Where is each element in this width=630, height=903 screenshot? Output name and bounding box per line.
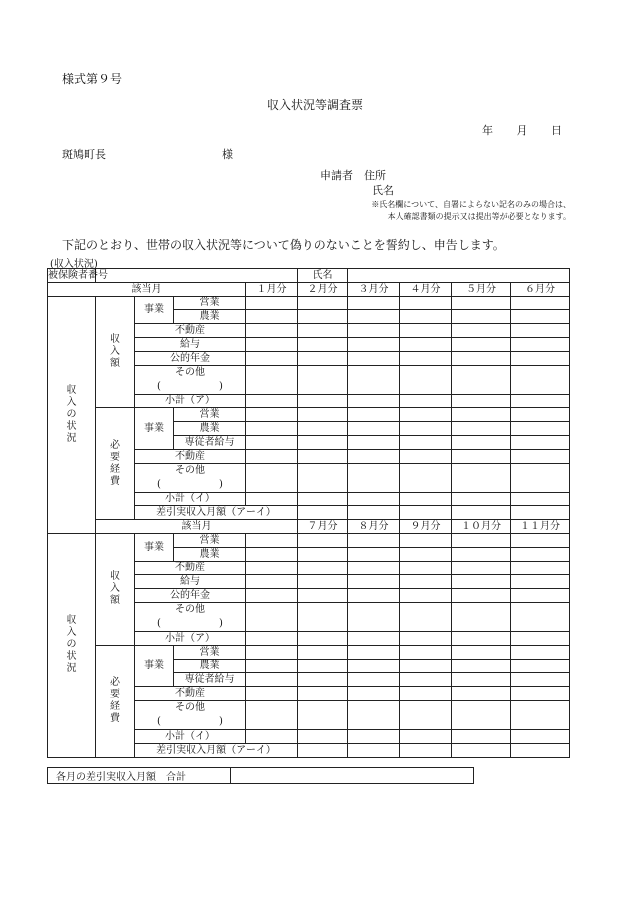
income-commerce-cell[interactable] bbox=[400, 296, 452, 310]
commerce-label: 営業 bbox=[174, 408, 246, 422]
expense-commerce-cell[interactable] bbox=[511, 408, 570, 422]
income-agriculture-cell[interactable] bbox=[348, 310, 400, 324]
income-salary-cell[interactable] bbox=[511, 575, 570, 589]
expense-other-cell[interactable] bbox=[246, 700, 298, 729]
expense-commerce-cell[interactable] bbox=[298, 408, 348, 422]
real-estate-label: 不動産 bbox=[135, 687, 246, 701]
income-subtotal-cell[interactable] bbox=[298, 394, 348, 408]
month-header-label: 該当月 bbox=[96, 520, 298, 534]
expense-commerce-cell[interactable] bbox=[511, 645, 570, 659]
applicant-name-label: 氏名 bbox=[372, 184, 394, 197]
expense-other-cell[interactable] bbox=[400, 463, 452, 492]
expense-other-cell[interactable] bbox=[298, 700, 348, 729]
month-header-row bbox=[48, 520, 570, 534]
income-subtotal-cell[interactable] bbox=[400, 631, 452, 645]
net-income-cell[interactable] bbox=[452, 506, 511, 520]
expense-real-estate-cell[interactable] bbox=[452, 687, 511, 701]
insured-row bbox=[48, 269, 570, 283]
expense-commerce-cell[interactable] bbox=[348, 408, 400, 422]
expense-family-salary-cell[interactable] bbox=[511, 435, 570, 449]
income-agriculture-cell[interactable] bbox=[452, 547, 511, 561]
income-real-estate-cell[interactable] bbox=[511, 561, 570, 575]
expense-other-cell[interactable] bbox=[246, 463, 298, 492]
vertical-char: 入 bbox=[66, 627, 77, 639]
income-subtotal-cell[interactable] bbox=[511, 631, 570, 645]
income-subtotal-cell[interactable] bbox=[246, 394, 298, 408]
expense-commerce-cell[interactable] bbox=[400, 408, 452, 422]
net-income-cell[interactable] bbox=[452, 743, 511, 757]
month-header-label: 該当月 bbox=[48, 282, 246, 296]
total-row bbox=[48, 768, 474, 784]
expense-commerce-cell[interactable] bbox=[452, 408, 511, 422]
net-income-cell[interactable] bbox=[348, 506, 400, 520]
vertical-char: 状 bbox=[66, 651, 77, 663]
income-subtotal-cell[interactable] bbox=[452, 394, 511, 408]
income-salary-cell[interactable] bbox=[298, 575, 348, 589]
income-salary-cell[interactable] bbox=[452, 337, 511, 351]
other-expense-label bbox=[135, 463, 246, 492]
income-salary-cell[interactable] bbox=[348, 575, 400, 589]
income-commerce-cell[interactable] bbox=[246, 296, 298, 310]
income-real-estate-cell[interactable] bbox=[400, 324, 452, 338]
other-label: その他 bbox=[175, 464, 205, 476]
expense-subtotal-cell[interactable] bbox=[348, 492, 400, 506]
subtotal-a-label: 小計（ア） bbox=[135, 631, 246, 645]
other-income-label bbox=[135, 365, 246, 394]
month-header: １月分 bbox=[246, 282, 298, 296]
month-header-row bbox=[48, 282, 570, 296]
expense-commerce-cell[interactable] bbox=[246, 408, 298, 422]
income-other-cell[interactable] bbox=[246, 365, 298, 394]
income-amount-label bbox=[96, 533, 135, 645]
paren-close: ) bbox=[219, 617, 223, 629]
income-subtotal-cell[interactable] bbox=[511, 394, 570, 408]
expense-family-salary-cell[interactable] bbox=[246, 435, 298, 449]
paren-open: ( bbox=[157, 478, 161, 490]
net-income-cell[interactable] bbox=[348, 743, 400, 757]
income-agriculture-cell[interactable] bbox=[452, 310, 511, 324]
other-paren bbox=[135, 478, 245, 492]
expense-agriculture-cell[interactable] bbox=[246, 659, 298, 673]
expense-other-cell[interactable] bbox=[452, 463, 511, 492]
expense-family-salary-cell[interactable] bbox=[452, 435, 511, 449]
income-agriculture-cell[interactable] bbox=[400, 547, 452, 561]
income-subtotal-cell[interactable] bbox=[452, 631, 511, 645]
income-commerce-cell[interactable] bbox=[298, 533, 348, 547]
vertical-char: 費 bbox=[110, 713, 120, 725]
expense-agriculture-cell[interactable] bbox=[400, 659, 452, 673]
salary-label: 給与 bbox=[135, 337, 246, 351]
vertical-char: 必 bbox=[110, 439, 120, 451]
vertical-char: 経 bbox=[110, 463, 120, 475]
pension-label: 公的年金 bbox=[135, 589, 246, 603]
income-real-estate-cell[interactable] bbox=[511, 324, 570, 338]
commerce-label: 営業 bbox=[174, 533, 246, 547]
expense-subtotal-cell[interactable] bbox=[246, 492, 298, 506]
expense-agriculture-cell[interactable] bbox=[246, 422, 298, 436]
income-status-label bbox=[48, 533, 96, 757]
expense-subtotal-cell[interactable] bbox=[298, 492, 348, 506]
income-salary-cell[interactable] bbox=[400, 575, 452, 589]
vertical-char: 必 bbox=[110, 677, 120, 689]
month-header: ３月分 bbox=[348, 282, 400, 296]
expense-subtotal-cell[interactable] bbox=[511, 729, 570, 743]
income-salary-cell[interactable] bbox=[348, 337, 400, 351]
income-commerce-cell[interactable] bbox=[452, 296, 511, 310]
income-other-cell[interactable] bbox=[246, 602, 298, 631]
business-label: 事業 bbox=[135, 645, 174, 686]
expense-subtotal-cell[interactable] bbox=[246, 729, 298, 743]
income-real-estate-cell[interactable] bbox=[400, 561, 452, 575]
vertical-char: の bbox=[66, 639, 77, 651]
income-other-cell[interactable] bbox=[511, 602, 570, 631]
month-header: ２月分 bbox=[298, 282, 348, 296]
salary-label: 給与 bbox=[135, 575, 246, 589]
expense-agriculture-cell[interactable] bbox=[348, 659, 400, 673]
expense-agriculture-cell[interactable] bbox=[452, 659, 511, 673]
income-pension-cell[interactable] bbox=[298, 589, 348, 603]
paren-open: ( bbox=[157, 617, 161, 629]
signature-note-line1: ※氏名欄について、自署によらない記名のみの場合は、 bbox=[371, 200, 571, 209]
expense-real-estate-cell[interactable] bbox=[400, 687, 452, 701]
date-day: 日 bbox=[551, 124, 562, 137]
income-salary-cell[interactable] bbox=[246, 575, 298, 589]
income-real-estate-cell[interactable] bbox=[298, 561, 348, 575]
other-label: その他 bbox=[175, 701, 205, 713]
vertical-char: 要 bbox=[110, 451, 120, 463]
expense-subtotal-cell[interactable] bbox=[452, 492, 511, 506]
income-pension-cell[interactable] bbox=[452, 589, 511, 603]
expense-agriculture-cell[interactable] bbox=[452, 422, 511, 436]
income-other-cell[interactable] bbox=[400, 365, 452, 394]
income-other-cell[interactable] bbox=[452, 602, 511, 631]
vertical-char: 経 bbox=[110, 701, 120, 713]
income-salary-cell[interactable] bbox=[246, 337, 298, 351]
real-estate-label: 不動産 bbox=[135, 561, 246, 575]
month-header: ６月分 bbox=[511, 282, 570, 296]
commerce-label: 営業 bbox=[174, 296, 246, 310]
expense-agriculture-cell[interactable] bbox=[298, 422, 348, 436]
paren-open: ( bbox=[157, 380, 161, 392]
net-income-cell[interactable] bbox=[298, 506, 348, 520]
income-commerce-cell[interactable] bbox=[511, 296, 570, 310]
vertical-char: 収 bbox=[110, 333, 120, 345]
expense-family-salary-cell[interactable] bbox=[348, 673, 400, 687]
vertical-char: 額 bbox=[110, 595, 120, 607]
month-header: ７月分 bbox=[298, 520, 348, 534]
month-header: ９月分 bbox=[400, 520, 452, 534]
expense-real-estate-cell[interactable] bbox=[298, 687, 348, 701]
expense-subtotal-cell[interactable] bbox=[348, 729, 400, 743]
income-pension-cell[interactable] bbox=[246, 589, 298, 603]
applicant-address-label: 申請者 住所 bbox=[320, 169, 386, 182]
month-header: ５月分 bbox=[452, 282, 511, 296]
other-label: その他 bbox=[175, 603, 205, 615]
income-commerce-cell[interactable] bbox=[400, 533, 452, 547]
expense-other-cell[interactable] bbox=[348, 463, 400, 492]
income-commerce-cell[interactable] bbox=[452, 533, 511, 547]
net-income-cell[interactable] bbox=[511, 506, 570, 520]
income-commerce-cell[interactable] bbox=[511, 533, 570, 547]
name-field[interactable] bbox=[348, 269, 570, 283]
income-real-estate-cell[interactable] bbox=[246, 561, 298, 575]
paren-close: ) bbox=[219, 380, 223, 392]
other-label: その他 bbox=[175, 366, 205, 378]
expense-subtotal-cell[interactable] bbox=[400, 729, 452, 743]
vertical-char: 収 bbox=[110, 571, 120, 583]
signature-note-line2: 本人確認書類の提示又は提出等が必要となります。 bbox=[387, 212, 571, 221]
expense-row-commerce bbox=[48, 408, 570, 422]
net-income-cell[interactable] bbox=[400, 743, 452, 757]
expense-subtotal-cell[interactable] bbox=[511, 492, 570, 506]
income-commerce-cell[interactable] bbox=[246, 533, 298, 547]
total-table bbox=[47, 767, 474, 784]
expense-other-cell[interactable] bbox=[348, 700, 400, 729]
income-pension-cell[interactable] bbox=[400, 351, 452, 365]
income-agriculture-cell[interactable] bbox=[348, 547, 400, 561]
business-label: 事業 bbox=[135, 296, 174, 324]
income-other-cell[interactable] bbox=[298, 602, 348, 631]
income-salary-cell[interactable] bbox=[452, 575, 511, 589]
expense-family-salary-cell[interactable] bbox=[298, 673, 348, 687]
income-other-cell[interactable] bbox=[348, 365, 400, 394]
expense-real-estate-cell[interactable] bbox=[452, 449, 511, 463]
insured-number-field[interactable] bbox=[96, 269, 298, 283]
month-header: １１月分 bbox=[511, 520, 570, 534]
income-other-cell[interactable] bbox=[348, 602, 400, 631]
month-header: ８月分 bbox=[348, 520, 400, 534]
agriculture-label: 農業 bbox=[174, 659, 246, 673]
expense-real-estate-cell[interactable] bbox=[348, 687, 400, 701]
income-pension-cell[interactable] bbox=[348, 589, 400, 603]
income-salary-cell[interactable] bbox=[511, 337, 570, 351]
paren-open: ( bbox=[157, 715, 161, 727]
income-real-estate-cell[interactable] bbox=[452, 561, 511, 575]
expense-agriculture-cell[interactable] bbox=[511, 659, 570, 673]
expenses-label bbox=[96, 408, 135, 520]
income-real-estate-cell[interactable] bbox=[246, 324, 298, 338]
vertical-char: の bbox=[66, 408, 77, 420]
expense-row-commerce bbox=[48, 645, 570, 659]
net-income-label: 差引実収入月額（アーイ） bbox=[135, 743, 298, 757]
expenses-label bbox=[96, 645, 135, 757]
expense-subtotal-cell[interactable] bbox=[298, 729, 348, 743]
vertical-char: 収 bbox=[66, 384, 77, 396]
vertical-char: 況 bbox=[66, 432, 77, 444]
vertical-char: 額 bbox=[110, 357, 120, 369]
date-year: 年 bbox=[482, 124, 493, 137]
expense-subtotal-cell[interactable] bbox=[452, 729, 511, 743]
expense-real-estate-cell[interactable] bbox=[246, 687, 298, 701]
business-label: 事業 bbox=[135, 408, 174, 449]
income-pension-cell[interactable] bbox=[452, 351, 511, 365]
subtotal-i-label: 小計（イ） bbox=[135, 729, 246, 743]
net-income-label: 差引実収入月額（アーイ） bbox=[135, 506, 298, 520]
expense-real-estate-cell[interactable] bbox=[246, 449, 298, 463]
income-pension-cell[interactable] bbox=[400, 589, 452, 603]
expense-agriculture-cell[interactable] bbox=[400, 422, 452, 436]
expense-real-estate-cell[interactable] bbox=[511, 449, 570, 463]
income-agriculture-cell[interactable] bbox=[298, 310, 348, 324]
expense-commerce-cell[interactable] bbox=[246, 645, 298, 659]
income-commerce-cell[interactable] bbox=[348, 533, 400, 547]
net-income-cell[interactable] bbox=[400, 506, 452, 520]
family-employee-salary-label: 専従者給与 bbox=[174, 435, 246, 449]
real-estate-label: 不動産 bbox=[135, 324, 246, 338]
expense-family-salary-cell[interactable] bbox=[298, 435, 348, 449]
addressee: 斑鳩町長 bbox=[62, 148, 106, 161]
vertical-char: 状 bbox=[66, 420, 77, 432]
income-agriculture-cell[interactable] bbox=[511, 547, 570, 561]
income-subtotal-cell[interactable] bbox=[348, 394, 400, 408]
income-commerce-cell[interactable] bbox=[348, 296, 400, 310]
expense-agriculture-cell[interactable] bbox=[511, 422, 570, 436]
income-real-estate-cell[interactable] bbox=[348, 324, 400, 338]
expense-other-cell[interactable] bbox=[511, 700, 570, 729]
vertical-char: 入 bbox=[110, 345, 120, 357]
income-subtotal-cell[interactable] bbox=[400, 394, 452, 408]
pension-label: 公的年金 bbox=[135, 351, 246, 365]
other-paren bbox=[135, 380, 245, 394]
expense-other-cell[interactable] bbox=[452, 700, 511, 729]
expense-commerce-cell[interactable] bbox=[400, 645, 452, 659]
expense-real-estate-cell[interactable] bbox=[348, 449, 400, 463]
income-row-commerce bbox=[48, 533, 570, 547]
income-agriculture-cell[interactable] bbox=[298, 547, 348, 561]
income-agriculture-cell[interactable] bbox=[511, 310, 570, 324]
expense-commerce-cell[interactable] bbox=[452, 645, 511, 659]
expense-real-estate-cell[interactable] bbox=[511, 687, 570, 701]
income-real-estate-cell[interactable] bbox=[298, 324, 348, 338]
oath-statement: 下記のとおり、世帯の収入状況等について偽りのないことを誓約し、申告します。 bbox=[62, 238, 505, 252]
real-estate-label: 不動産 bbox=[135, 449, 246, 463]
other-paren bbox=[135, 715, 245, 729]
expense-commerce-cell[interactable] bbox=[348, 645, 400, 659]
income-pension-cell[interactable] bbox=[511, 589, 570, 603]
income-pension-cell[interactable] bbox=[348, 351, 400, 365]
agriculture-label: 農業 bbox=[174, 310, 246, 324]
income-pension-cell[interactable] bbox=[511, 351, 570, 365]
expense-other-cell[interactable] bbox=[511, 463, 570, 492]
income-other-cell[interactable] bbox=[452, 365, 511, 394]
income-commerce-cell[interactable] bbox=[298, 296, 348, 310]
expense-other-cell[interactable] bbox=[298, 463, 348, 492]
expense-subtotal-cell[interactable] bbox=[400, 492, 452, 506]
vertical-char: 収 bbox=[66, 615, 77, 627]
income-real-estate-cell[interactable] bbox=[452, 324, 511, 338]
total-value-cell[interactable] bbox=[231, 768, 474, 784]
form-number: 様式第９号 bbox=[62, 72, 123, 86]
date-line bbox=[482, 122, 562, 138]
section-heading: (収入状況) bbox=[50, 259, 98, 270]
income-subtotal-cell[interactable] bbox=[246, 631, 298, 645]
income-other-cell[interactable] bbox=[298, 365, 348, 394]
other-income-label bbox=[135, 602, 246, 631]
vertical-char: 入 bbox=[66, 396, 77, 408]
income-salary-cell[interactable] bbox=[298, 337, 348, 351]
expense-real-estate-cell[interactable] bbox=[298, 449, 348, 463]
expense-agriculture-cell[interactable] bbox=[348, 422, 400, 436]
agriculture-label: 農業 bbox=[174, 422, 246, 436]
paren-close: ) bbox=[219, 715, 223, 727]
vertical-char: 入 bbox=[110, 583, 120, 595]
expense-family-salary-cell[interactable] bbox=[400, 435, 452, 449]
expense-family-salary-cell[interactable] bbox=[400, 673, 452, 687]
business-label: 事業 bbox=[135, 533, 174, 561]
income-pension-cell[interactable] bbox=[298, 351, 348, 365]
income-status-table bbox=[47, 268, 570, 758]
expense-real-estate-cell[interactable] bbox=[400, 449, 452, 463]
agriculture-label: 農業 bbox=[174, 547, 246, 561]
income-amount-label bbox=[96, 296, 135, 408]
vertical-char: 費 bbox=[110, 475, 120, 487]
name-label: 氏名 bbox=[298, 269, 348, 283]
income-other-cell[interactable] bbox=[511, 365, 570, 394]
expense-family-salary-cell[interactable] bbox=[511, 673, 570, 687]
honorific: 様 bbox=[222, 148, 233, 161]
commerce-label: 営業 bbox=[174, 645, 246, 659]
net-income-cell[interactable] bbox=[511, 743, 570, 757]
subtotal-a-label: 小計（ア） bbox=[135, 394, 246, 408]
vertical-char: 要 bbox=[110, 689, 120, 701]
income-salary-cell[interactable] bbox=[400, 337, 452, 351]
expense-other-cell[interactable] bbox=[400, 700, 452, 729]
document-title: 収入状況等調査票 bbox=[266, 98, 363, 112]
income-row-commerce bbox=[48, 296, 570, 310]
income-agriculture-cell[interactable] bbox=[246, 310, 298, 324]
total-label: 各月の差引実収入月額 合計 bbox=[48, 768, 231, 784]
other-paren bbox=[135, 617, 245, 631]
income-subtotal-cell[interactable] bbox=[298, 631, 348, 645]
net-income-cell[interactable] bbox=[298, 743, 348, 757]
other-expense-label bbox=[135, 700, 246, 729]
date-month: 月 bbox=[516, 124, 528, 137]
vertical-char: 況 bbox=[66, 663, 77, 675]
month-header: ４月分 bbox=[400, 282, 452, 296]
expense-agriculture-cell[interactable] bbox=[298, 659, 348, 673]
income-other-cell[interactable] bbox=[400, 602, 452, 631]
expense-family-salary-cell[interactable] bbox=[452, 673, 511, 687]
income-pension-cell[interactable] bbox=[246, 351, 298, 365]
paren-close: ) bbox=[219, 478, 223, 490]
income-real-estate-cell[interactable] bbox=[348, 561, 400, 575]
month-header: １０月分 bbox=[452, 520, 511, 534]
income-agriculture-cell[interactable] bbox=[400, 310, 452, 324]
expense-family-salary-cell[interactable] bbox=[348, 435, 400, 449]
income-agriculture-cell[interactable] bbox=[246, 547, 298, 561]
income-subtotal-cell[interactable] bbox=[348, 631, 400, 645]
subtotal-i-label: 小計（イ） bbox=[135, 492, 246, 506]
income-status-label bbox=[48, 296, 96, 533]
family-employee-salary-label: 専従者給与 bbox=[174, 673, 246, 687]
insured-number-label: 被保険者番号 bbox=[48, 269, 108, 281]
expense-family-salary-cell[interactable] bbox=[246, 673, 298, 687]
expense-commerce-cell[interactable] bbox=[298, 645, 348, 659]
